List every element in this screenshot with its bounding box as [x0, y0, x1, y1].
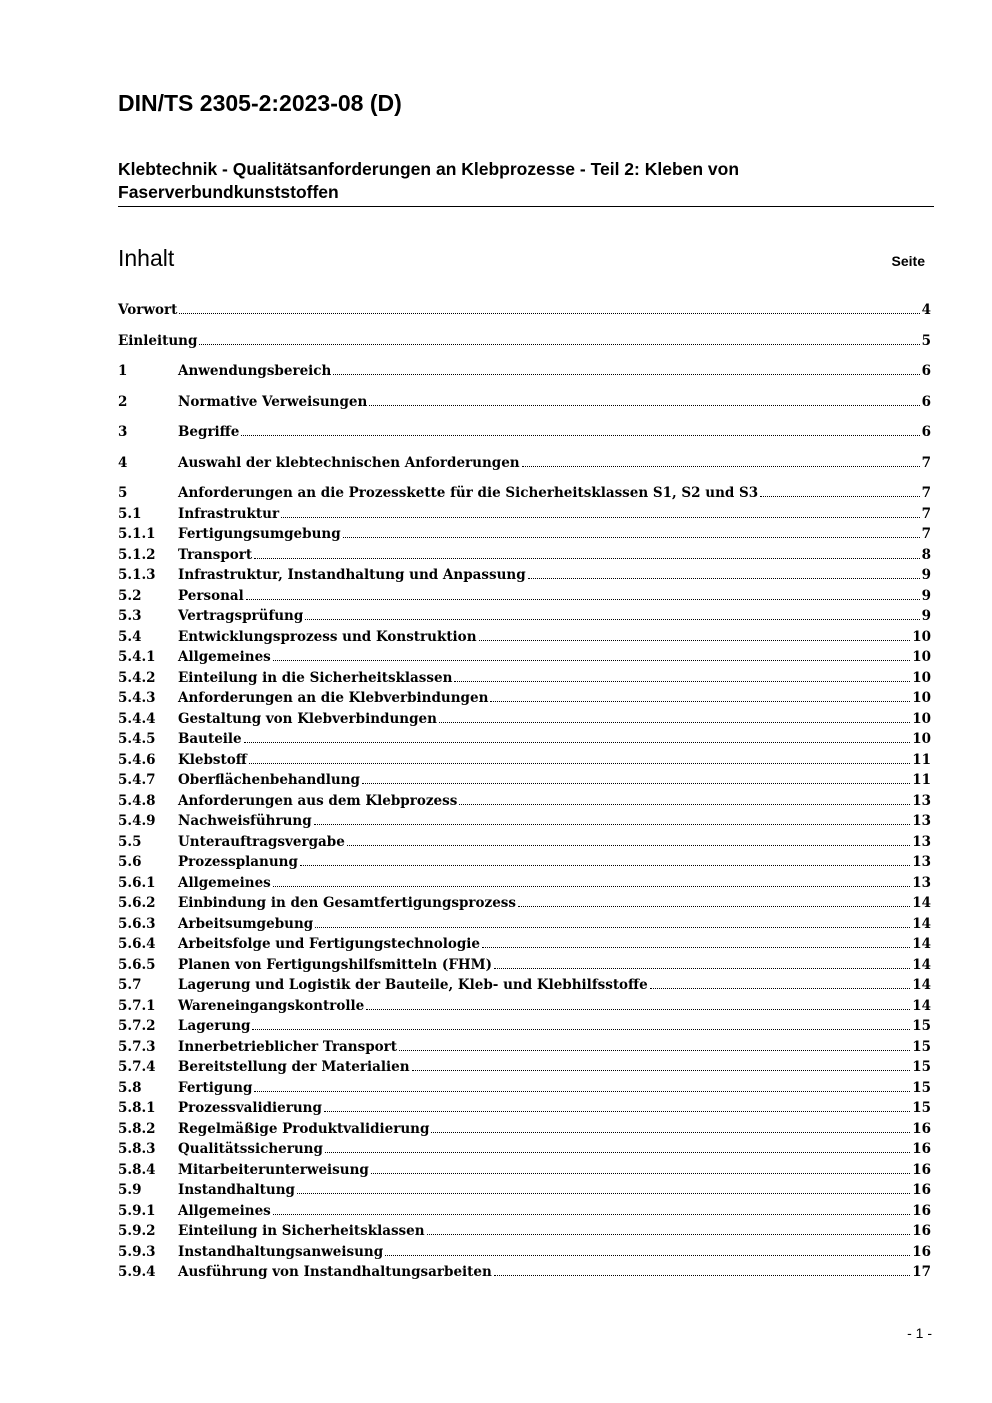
toc-entry-title: Arbeitsfolge und Fertigungstechnologie	[178, 936, 481, 952]
toc-entry[interactable]	[118, 1121, 931, 1142]
toc-entry-page: 13	[912, 833, 931, 850]
toc-leader-dots	[252, 1029, 910, 1030]
toc-entry[interactable]	[118, 1244, 931, 1265]
toc-entry-page: 14	[912, 977, 931, 993]
toc-entry-page: 13	[912, 854, 931, 870]
toc-entry[interactable]	[118, 1059, 931, 1080]
toc-entry[interactable]	[118, 394, 931, 415]
toc-entry-page: 11	[912, 751, 931, 768]
toc-entry-number: 5.4.6	[118, 751, 156, 768]
toc-entry-number: 5.9.2	[118, 1223, 156, 1239]
toc-entry-title: Einbindung in den Gesamtfertigungsprozess	[178, 895, 516, 911]
toc-entry-number: 5.4.8	[118, 792, 156, 809]
toc-leader-dots	[482, 947, 910, 948]
toc-entry-number: 5.1.1	[118, 526, 156, 542]
toc-entry[interactable]	[118, 813, 931, 834]
toc-entry-title: Transport	[178, 546, 253, 563]
toc-entry-page: 10	[912, 690, 931, 706]
toc-entry-number: 5.4.1	[118, 649, 156, 665]
toc-entry-title: Klebstoff	[178, 751, 247, 768]
toc-entry-title: Normative Verweisungen	[178, 393, 368, 410]
toc-entry-title: Bereitstellung der Materialien	[178, 1059, 410, 1075]
toc-entry-number: 5.7.2	[118, 1018, 156, 1034]
toc-entry[interactable]	[118, 875, 931, 896]
toc-entry-page: 17	[912, 1264, 931, 1280]
toc-entry-page: 16	[912, 1202, 931, 1219]
toc-entry[interactable]	[118, 1162, 931, 1183]
toc-entry[interactable]	[118, 526, 931, 547]
toc-entry-number: 5.7.4	[118, 1059, 156, 1075]
toc-entry-page: 16	[912, 1161, 931, 1178]
toc-leader-dots	[454, 681, 910, 682]
toc-leader-dots	[385, 1255, 910, 1256]
toc-entry[interactable]	[118, 1080, 931, 1101]
toc-entry-number: 5.5	[118, 833, 142, 850]
toc-leader-dots	[459, 804, 910, 805]
page-column-label: Seite	[891, 253, 925, 269]
toc-leader-dots	[371, 1173, 910, 1174]
toc-entry-title: Gestaltung von Klebverbindungen	[178, 710, 437, 727]
toc-entry-number: 5.6.1	[118, 874, 156, 891]
toc-entry-number: 5	[118, 485, 128, 501]
toc-entry-page: 16	[912, 1141, 931, 1157]
toc-leader-dots	[760, 496, 919, 497]
toc-entry-number: 2	[118, 393, 128, 410]
toc-entry-title: Planen von Fertigungshilfsmitteln (FHM)	[178, 956, 492, 973]
toc-entry-title: Mitarbeiterunterweisung	[178, 1161, 369, 1178]
toc-leader-dots	[343, 537, 920, 538]
toc-entry-page: 6	[921, 393, 931, 410]
toc-entry-page: 7	[921, 526, 931, 542]
toc-entry-number: 5.7.3	[118, 1038, 156, 1055]
toc-entry[interactable]	[118, 608, 931, 629]
toc-entry-title: Nachweisführung	[178, 813, 312, 829]
toc-entry[interactable]	[118, 1182, 931, 1203]
toc-entry[interactable]	[118, 752, 931, 773]
toc-entry-page: 15	[912, 1018, 931, 1034]
toc-leader-dots	[315, 927, 910, 928]
toc-entry-title: Allgemeines	[178, 649, 271, 665]
toc-entry-page: 16	[912, 1243, 931, 1260]
toc-entry-title: Wareneingangskontrolle	[178, 997, 365, 1014]
toc-entry-title: Personal	[178, 587, 244, 604]
toc-leader-dots	[369, 405, 919, 406]
footer-page-number: - 1 -	[907, 1325, 932, 1341]
toc-entry-title: Lagerung und Logistik der Bauteile, Kleb- und Klebhilfsstoffe	[178, 977, 648, 993]
toc-entry-page: 15	[912, 1079, 931, 1096]
toc-entry[interactable]	[118, 711, 931, 732]
toc-entry-page: 13	[912, 792, 931, 809]
toc-entry-number: 5.3	[118, 608, 142, 624]
toc-leader-dots	[297, 1193, 910, 1194]
toc-entry-page: 6	[921, 424, 931, 440]
toc-leader-dots	[490, 701, 910, 702]
toc-entry-number: 5.4.9	[118, 813, 156, 829]
toc-entry-title: Ausführung von Instandhaltungsarbeiten	[178, 1264, 492, 1280]
toc-entry-title: Einteilung in die Sicherheitsklassen	[178, 669, 453, 686]
toc-entry-title: Auswahl der klebtechnischen Anforderungen	[178, 454, 520, 471]
toc-entry-page: 6	[921, 363, 931, 379]
toc-entry[interactable]	[118, 772, 931, 793]
toc-leader-dots	[273, 660, 910, 661]
toc-entry[interactable]	[118, 333, 931, 354]
toc-entry[interactable]	[118, 998, 931, 1019]
toc-entry-number: 5.8	[118, 1079, 142, 1096]
toc-entry[interactable]	[118, 1018, 931, 1039]
toc-entry[interactable]	[118, 895, 931, 916]
toc-entry-number: 5.6.5	[118, 956, 156, 973]
toc-entry-page: 14	[912, 915, 931, 932]
toc-leader-dots	[494, 968, 910, 969]
toc-entry[interactable]	[118, 670, 931, 691]
toc-entry[interactable]	[118, 793, 931, 814]
toc-entry-title: Vorwort	[118, 302, 178, 318]
toc-entry-title: Begriffe	[178, 424, 240, 440]
toc-entry-title: Oberflächenbehandlung	[178, 772, 360, 788]
toc-entry-number: 5.4	[118, 628, 142, 645]
toc-entry-title: Anforderungen an die Klebverbindungen	[178, 690, 489, 706]
document-id: DIN/TS 2305-2:2023-08 (D)	[118, 90, 402, 116]
toc-leader-dots	[362, 783, 910, 784]
toc-entry[interactable]	[118, 1100, 931, 1121]
contents-heading: Inhalt	[118, 245, 175, 271]
toc-entry-page: 10	[912, 669, 931, 686]
toc-entry-page: 14	[912, 936, 931, 952]
toc-entry-title: Prozessplanung	[178, 854, 298, 870]
toc-entry-number: 4	[118, 454, 128, 471]
toc-entry[interactable]	[118, 506, 931, 527]
toc-entry-page: 11	[912, 772, 931, 788]
toc-entry-title: Qualitätssicherung	[178, 1141, 323, 1157]
toc-entry[interactable]	[118, 567, 931, 588]
toc-entry-page: 5	[921, 332, 931, 349]
toc-entry-page: 16	[912, 1182, 931, 1198]
toc-entry-number: 5.8.1	[118, 1100, 156, 1116]
toc-leader-dots	[528, 578, 920, 579]
toc-leader-dots	[431, 1132, 910, 1133]
toc-entry-page: 13	[912, 813, 931, 829]
toc-leader-dots	[324, 1111, 910, 1112]
toc-entry-number: 5.4.3	[118, 690, 156, 706]
toc-leader-dots	[650, 988, 910, 989]
toc-entry-title: Regelmäßige Produktvalidierung	[178, 1120, 430, 1137]
toc-entry-title: Instandhaltungsanweisung	[178, 1243, 384, 1260]
toc-entry-title: Instandhaltung	[178, 1182, 295, 1198]
toc-entry-page: 15	[912, 1059, 931, 1075]
toc-entry-title: Einleitung	[118, 332, 198, 349]
toc-leader-dots	[366, 1009, 910, 1010]
toc-leader-dots	[249, 763, 910, 764]
toc-entry[interactable]	[118, 936, 931, 957]
toc-entry[interactable]	[118, 629, 931, 650]
toc-entry-number: 5.6.2	[118, 895, 156, 911]
table-of-contents	[118, 302, 931, 1285]
toc-entry[interactable]	[118, 455, 931, 476]
toc-leader-dots	[347, 845, 910, 846]
toc-entry-title: Entwicklungsprozess und Konstruktion	[178, 628, 477, 645]
toc-entry-number: 3	[118, 424, 128, 440]
toc-entry-page: 10	[912, 628, 931, 645]
toc-entry-page: 16	[912, 1120, 931, 1137]
toc-entry-title: Unterauftragsvergabe	[178, 833, 345, 850]
toc-entry-page: 15	[912, 1038, 931, 1055]
toc-entry-title: Anforderungen aus dem Klebprozess	[178, 792, 458, 809]
toc-entry-number: 5.8.4	[118, 1161, 156, 1178]
toc-leader-dots	[494, 1275, 910, 1276]
toc-entry-number: 1	[118, 363, 128, 379]
toc-entry-page: 10	[912, 649, 931, 665]
toc-leader-dots	[479, 640, 911, 641]
toc-entry-number: 5.9	[118, 1182, 142, 1198]
toc-entry[interactable]	[118, 485, 931, 506]
toc-leader-dots	[199, 344, 919, 345]
toc-entry[interactable]	[118, 731, 931, 752]
toc-entry-number: 5.1	[118, 505, 142, 522]
toc-entry-page: 9	[921, 608, 931, 624]
toc-leader-dots	[300, 865, 910, 866]
toc-entry[interactable]	[118, 1223, 931, 1244]
toc-entry-number: 5.8.3	[118, 1141, 156, 1157]
toc-entry[interactable]	[118, 957, 931, 978]
toc-entry[interactable]	[118, 834, 931, 855]
toc-entry[interactable]	[118, 547, 931, 568]
toc-entry-number: 5.6	[118, 854, 142, 870]
toc-entry-title: Einteilung in Sicherheitsklassen	[178, 1223, 425, 1239]
toc-entry-page: 15	[912, 1100, 931, 1116]
toc-leader-dots	[399, 1050, 910, 1051]
toc-leader-dots	[244, 742, 911, 743]
toc-entry[interactable]	[118, 977, 931, 998]
toc-entry[interactable]	[118, 649, 931, 670]
toc-entry-number: 5.7.1	[118, 997, 156, 1014]
toc-leader-dots	[325, 1152, 910, 1153]
toc-entry-number: 5.2	[118, 587, 142, 604]
toc-entry-number: 5.4.4	[118, 710, 156, 727]
toc-entry-title: Allgemeines	[178, 1202, 271, 1219]
toc-entry-number: 5.6.3	[118, 915, 156, 932]
toc-entry[interactable]	[118, 1141, 931, 1162]
toc-leader-dots	[273, 1214, 910, 1215]
toc-entry-page: 7	[921, 505, 931, 522]
toc-entry-page: 9	[921, 567, 931, 583]
toc-entry-page: 10	[912, 731, 931, 747]
toc-entry[interactable]	[118, 588, 931, 609]
toc-entry-title: Bauteile	[178, 731, 242, 747]
toc-entry-page: 9	[921, 587, 931, 604]
toc-entry-number: 5.8.2	[118, 1120, 156, 1137]
document-title	[118, 158, 934, 207]
toc-entry-title: Innerbetrieblicher Transport	[178, 1038, 398, 1055]
toc-entry-number: 5.6.4	[118, 936, 156, 952]
toc-entry-page: 14	[912, 997, 931, 1014]
toc-leader-dots	[246, 599, 920, 600]
toc-entry-number: 5.1.2	[118, 546, 156, 563]
toc-entry-title: Infrastruktur	[178, 505, 280, 522]
toc-entry[interactable]	[118, 1039, 931, 1060]
toc-entry-title: Prozessvalidierung	[178, 1100, 322, 1116]
toc-entry-number: 5.4.2	[118, 669, 156, 686]
toc-entry-number: 5.4.7	[118, 772, 156, 788]
toc-leader-dots	[305, 619, 919, 620]
toc-entry-page: 14	[912, 895, 931, 911]
toc-entry-title: Lagerung	[178, 1018, 251, 1034]
toc-entry-number: 5.9.1	[118, 1202, 156, 1219]
toc-leader-dots	[241, 435, 919, 436]
toc-entry[interactable]	[118, 1264, 931, 1285]
toc-entry-page: 7	[921, 485, 931, 501]
toc-entry-page: 4	[921, 302, 931, 318]
toc-entry-title: Arbeitsumgebung	[178, 915, 314, 932]
toc-entry-page: 7	[921, 454, 931, 471]
toc-entry[interactable]	[118, 363, 931, 384]
toc-entry-title: Anforderungen an die Prozesskette für die Sicherheitsklassen S1, S2 und S3	[178, 485, 759, 501]
toc-entry[interactable]	[118, 1203, 931, 1224]
toc-entry-title: Anwendungsbereich	[178, 363, 332, 379]
toc-leader-dots	[518, 906, 910, 907]
toc-leader-dots	[439, 722, 910, 723]
toc-entry-number: 5.1.3	[118, 567, 156, 583]
toc-entry-title: Infrastruktur, Instandhaltung und Anpassung	[178, 567, 526, 583]
toc-entry-title: Allgemeines	[178, 874, 271, 891]
toc-entry-page: 10	[912, 710, 931, 727]
toc-entry[interactable]	[118, 854, 931, 875]
toc-entry-title: Fertigung	[178, 1079, 253, 1096]
toc-leader-dots	[273, 886, 910, 887]
toc-entry-page: 13	[912, 874, 931, 891]
toc-leader-dots	[427, 1234, 911, 1235]
toc-entry-title: Vertragsprüfung	[178, 608, 304, 624]
toc-entry-number: 5.4.5	[118, 731, 156, 747]
toc-leader-dots	[254, 558, 919, 559]
toc-leader-dots	[522, 466, 920, 467]
toc-leader-dots	[333, 374, 919, 375]
toc-leader-dots	[412, 1070, 911, 1071]
toc-entry[interactable]	[118, 424, 931, 445]
toc-entry-number: 5.9.3	[118, 1243, 156, 1260]
toc-entry-page: 8	[921, 546, 931, 563]
toc-entry-number: 5.7	[118, 977, 142, 993]
toc-entry[interactable]	[118, 302, 931, 323]
toc-entry-page: 14	[912, 956, 931, 973]
toc-leader-dots	[179, 313, 919, 314]
toc-leader-dots	[314, 824, 911, 825]
toc-entry-number: 5.9.4	[118, 1264, 156, 1280]
toc-leader-dots	[254, 1091, 910, 1092]
toc-leader-dots	[281, 517, 920, 518]
toc-entry[interactable]	[118, 690, 931, 711]
title-line-2: Faserverbundkunststoffen	[118, 182, 339, 202]
toc-entry-title: Fertigungsumgebung	[178, 526, 341, 542]
toc-entry[interactable]	[118, 916, 931, 937]
toc-entry-page: 16	[912, 1223, 931, 1239]
title-line-1: Klebtechnik - Qualitätsanforderungen an Klebprozesse - Teil 2: Kleben von	[118, 159, 740, 179]
